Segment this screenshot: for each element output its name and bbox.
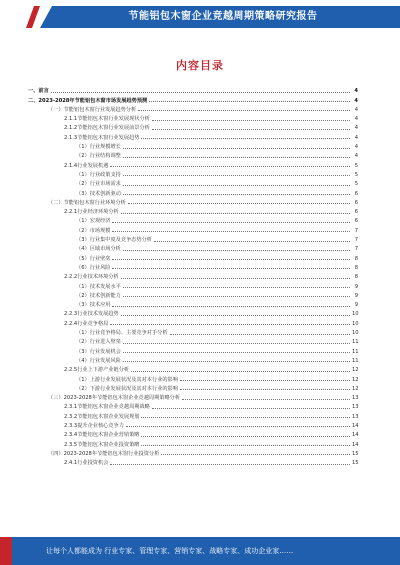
table-of-contents	[28, 85, 358, 466]
toc-entry-title: 行业政策支持	[89, 171, 121, 178]
toc-leader-dots	[112, 259, 350, 260]
toc-entry-title: 行业竞争格局	[77, 320, 109, 327]
toc-entry-title: 行业发展机会	[89, 348, 121, 355]
toc-entry-title: 行业集中度及竞争态势分析	[89, 237, 152, 244]
toc-entry-title: 行业发展风险	[89, 357, 121, 364]
toc-entry-title: 节能铝包木窗企业发展规划	[77, 413, 140, 420]
toc-entry-number: 2.1.1	[64, 116, 78, 123]
toc-entry[interactable]	[28, 383, 358, 392]
toc-entry[interactable]	[28, 104, 358, 113]
toc-leader-dots	[141, 138, 350, 139]
toc-page-number: 7	[354, 246, 358, 253]
toc-page-number: 11	[352, 339, 359, 346]
toc-heading: 内容目录	[176, 59, 224, 72]
toc-entry[interactable]	[28, 280, 358, 289]
toc-entry[interactable]	[28, 187, 358, 196]
toc-entry[interactable]	[28, 317, 358, 326]
toc-page-number: 5	[354, 171, 358, 178]
toc-page-number: 10	[352, 330, 359, 337]
toc-entry-number: （1）	[76, 376, 90, 383]
toc-entry-number: （1）	[76, 218, 90, 225]
toc-leader-dots	[123, 157, 350, 158]
toc-leader-dots	[126, 426, 350, 427]
toc-leader-dots	[123, 296, 350, 297]
footer-slogan: 让每个人都能成为 行业专家、管理专家、营销专家、战略专家、成功企业家……	[46, 547, 294, 555]
toc-entry-title: 行业结构调整	[89, 153, 121, 160]
toc-page-number: 14	[352, 422, 359, 429]
toc-page-number: 6	[354, 209, 358, 216]
toc-entry[interactable]	[28, 122, 358, 131]
toc-page-number: 12	[352, 376, 359, 383]
toc-entry-title: 技术发展水平	[89, 283, 121, 290]
toc-page-number: 4	[354, 106, 358, 113]
toc-entry-number: 2.2.4	[64, 320, 78, 327]
report-title: 节能铝包木窗企业竞越周期策略研究报告	[128, 11, 318, 22]
toc-leader-dots	[138, 110, 350, 111]
toc-entry-title: 行业经济环境分析	[77, 209, 119, 216]
toc-leader-dots	[123, 250, 350, 251]
toc-page-number: 4	[354, 144, 358, 151]
toc-page-number: 4	[354, 125, 358, 132]
toc-leader-dots	[110, 166, 350, 167]
toc-entry-number: （二）	[48, 199, 64, 206]
toc-entry[interactable]	[28, 178, 358, 187]
toc-entry-title: 节能铝包木窗企业投资策略	[77, 441, 140, 448]
toc-entry-title: 技术应用	[89, 302, 111, 309]
toc-leader-dots	[123, 352, 350, 353]
toc-entry-title: 节能铝包木窗企业竞越周期战略	[77, 404, 150, 411]
toc-leader-dots	[170, 334, 350, 335]
toc-entry[interactable]	[28, 327, 358, 336]
toc-entry-title: 节能铝包木窗企业营销策略	[77, 432, 140, 439]
toc-entry[interactable]	[28, 262, 358, 271]
toc-entry-title: 技术创新驱动	[89, 190, 121, 197]
toc-page-number: 4	[354, 134, 358, 141]
toc-page-number: 5	[354, 181, 358, 188]
toc-entry-number: （四）	[48, 450, 64, 457]
toc-entry-number: （1）	[76, 171, 90, 178]
toc-page-number: 13	[352, 413, 359, 420]
toc-entry-number: 一、	[28, 88, 39, 95]
toc-entry-number: （1）	[76, 283, 90, 290]
toc-entry-number: （3）	[76, 302, 90, 309]
toc-entry-number: （6）	[76, 264, 90, 271]
toc-leader-dots	[123, 148, 350, 149]
toc-entry-number: （5）	[76, 255, 90, 262]
footer-red-accent	[0, 537, 12, 565]
toc-leader-dots	[152, 120, 350, 121]
toc-entry[interactable]	[28, 224, 358, 233]
toc-entry-title: 下游行业发展状况及其对本行业的影响	[89, 385, 178, 392]
toc-entry[interactable]	[28, 345, 358, 354]
toc-entry[interactable]	[28, 290, 358, 299]
toc-page-number: 10	[352, 311, 359, 318]
toc-entry[interactable]	[28, 94, 358, 103]
toc-entry[interactable]	[28, 271, 358, 280]
toc-entry-title: 区域市场分析	[89, 246, 121, 253]
toc-entry[interactable]	[28, 457, 358, 466]
toc-leader-dots	[154, 241, 350, 242]
toc-entry[interactable]	[28, 169, 358, 178]
toc-page-number: 4	[354, 153, 358, 160]
toc-entry-number: （3）	[76, 348, 90, 355]
toc-leader-dots	[161, 454, 350, 455]
toc-leader-dots	[152, 129, 350, 130]
toc-page-number: 6	[354, 218, 358, 225]
toc-entry-number: （一）	[48, 106, 64, 113]
toc-page-number: 7	[354, 237, 358, 244]
toc-entry-number: 2.3.3	[64, 422, 78, 429]
toc-entry-title: 市场规模	[89, 227, 111, 234]
toc-entry[interactable]	[28, 401, 358, 410]
toc-page-number: 8	[354, 255, 358, 262]
toc-entry-number: （三）	[48, 395, 64, 402]
toc-entry-title: 节能铝包木窗行业环境分析	[63, 199, 126, 206]
toc-leader-dots	[123, 361, 350, 362]
toc-entry-title: 节能铝包木窗行业发展前景分析	[77, 125, 150, 132]
toc-leader-dots	[180, 389, 350, 390]
toc-entry-number: （2）	[76, 181, 90, 188]
toc-entry-number: 二、	[28, 97, 39, 104]
toc-leader-dots	[112, 268, 350, 269]
toc-page-number: 4	[354, 116, 358, 123]
toc-leader-dots	[51, 92, 350, 93]
toc-page-number: 5	[354, 162, 358, 169]
toc-entry-number: 2.3.5	[64, 441, 78, 448]
toc-entry-title: 节能铝包木窗行业发展趋势	[77, 134, 140, 141]
toc-entry-title: 行业技术发展趋势	[77, 311, 119, 318]
toc-leader-dots	[112, 222, 350, 223]
toc-page-number: 12	[352, 385, 359, 392]
toc-entry-number: 2.4.1	[64, 460, 78, 467]
toc-entry-title: 行业市场需求	[89, 181, 121, 188]
toc-page-number: 10	[352, 320, 359, 327]
toc-entry-number: （1）	[76, 144, 90, 151]
toc-entry[interactable]	[28, 448, 358, 457]
toc-page-number: 9	[354, 283, 358, 290]
toc-entry[interactable]	[28, 299, 358, 308]
toc-entry-title: 技术创新能力	[89, 292, 121, 299]
toc-entry-number: 2.2.1	[64, 209, 78, 216]
toc-page-number: 6	[354, 199, 358, 206]
toc-page-number: 15	[352, 460, 359, 467]
toc-entry-title: 行业上下游产业链分析	[77, 367, 130, 374]
toc-page-number: 4	[354, 88, 358, 95]
toc-entry-number: （2）	[76, 385, 90, 392]
toc-page-number: 13	[352, 395, 359, 402]
toc-page-number: 11	[352, 348, 359, 355]
toc-leader-dots	[123, 194, 350, 195]
toc-entry-number: （1）	[76, 330, 90, 337]
toc-entry-number: （3）	[76, 190, 90, 197]
toc-leader-dots	[121, 213, 350, 214]
toc-entry[interactable]	[28, 215, 358, 224]
toc-leader-dots	[141, 445, 350, 446]
toc-leader-dots	[152, 408, 350, 409]
toc-entry-number: 2.3.1	[64, 404, 78, 411]
toc-entry-title: 2023-2028年节能铝包木窗市场发展趋势预测	[38, 97, 148, 104]
toc-entry-number: （2）	[76, 227, 90, 234]
toc-entry-title: 行业技术环境分析	[77, 274, 119, 281]
toc-leader-dots	[128, 203, 350, 204]
toc-page-number: 15	[352, 450, 359, 457]
toc-entry-title: 行业竞争格局、主要竞争对手分析	[89, 330, 168, 337]
toc-entry[interactable]	[28, 197, 358, 206]
toc-page-number: 13	[352, 404, 359, 411]
toc-page-number: 8	[354, 274, 358, 281]
toc-leader-dots	[110, 324, 350, 325]
toc-entry-title: 行业壁垒	[89, 255, 111, 262]
toc-entry[interactable]	[28, 113, 358, 122]
toc-entry-title: 提升企业核心竞争力	[77, 422, 124, 429]
toc-entry[interactable]	[28, 206, 358, 215]
toc-leader-dots	[180, 380, 350, 381]
toc-page-number: 14	[352, 432, 359, 439]
toc-entry-title: 节能铝包木窗行业发展趋势分析	[63, 106, 137, 113]
toc-page-number: 6	[354, 190, 358, 197]
toc-entry-title: 前言	[38, 88, 49, 95]
toc-entry-title: 行业规模增长	[89, 144, 121, 151]
toc-leader-dots	[110, 464, 350, 465]
toc-entry[interactable]	[28, 234, 358, 243]
toc-entry[interactable]	[28, 392, 358, 401]
toc-page-number: 9	[354, 302, 358, 309]
toc-entry-number: （3）	[76, 237, 90, 244]
toc-entry-title: 宏观经济	[89, 218, 111, 225]
toc-entry[interactable]	[28, 159, 358, 168]
toc-leader-dots	[123, 287, 350, 288]
toc-leader-dots	[121, 278, 350, 279]
toc-entry[interactable]	[28, 131, 358, 140]
toc-entry-number: （2）	[76, 153, 90, 160]
toc-entry-number: 2.2.5	[64, 367, 78, 374]
toc-leader-dots	[141, 417, 350, 418]
toc-entry[interactable]	[28, 308, 358, 317]
toc-entry[interactable]	[28, 438, 358, 447]
toc-leader-dots	[141, 436, 350, 437]
toc-entry-title: 节能铝包木窗行业发展现状分析	[77, 116, 150, 123]
toc-page-number: 11	[352, 357, 359, 364]
toc-leader-dots	[121, 315, 350, 316]
toc-entry-title: 2023-2028年节能铝包木窗企业竞越周期策略分析	[63, 395, 181, 402]
toc-leader-dots	[149, 101, 350, 102]
toc-entry-number: （2）	[76, 292, 90, 299]
toc-entry-title: 行业风险	[89, 264, 111, 271]
toc-entry[interactable]	[28, 85, 358, 94]
toc-entry-number: 2.1.4	[64, 162, 78, 169]
toc-page-number: 7	[354, 227, 358, 234]
toc-entry[interactable]	[28, 364, 358, 373]
toc-entry-number: 2.3.4	[64, 432, 78, 439]
toc-entry-number: 2.2.3	[64, 311, 78, 318]
toc-leader-dots	[123, 175, 350, 176]
toc-leader-dots	[112, 231, 350, 232]
toc-entry-title: 行业投资机会	[77, 460, 109, 467]
toc-entry[interactable]	[28, 252, 358, 261]
toc-page-number: 4	[354, 97, 358, 104]
toc-page-number: 12	[352, 367, 359, 374]
toc-leader-dots	[182, 399, 350, 400]
toc-entry-title: 2023-2028年节能铝包木窗行业投资分析	[63, 450, 160, 457]
toc-entry[interactable]	[28, 150, 358, 159]
toc-page-number: 8	[354, 264, 358, 271]
toc-entry-number: （4）	[76, 357, 90, 364]
toc-leader-dots	[123, 185, 350, 186]
toc-entry-title: 上游行业发展状况及其对本行业的影响	[89, 376, 178, 383]
toc-entry-number: 2.1.2	[64, 125, 78, 132]
toc-entry[interactable]	[28, 243, 358, 252]
toc-leader-dots	[112, 306, 350, 307]
toc-entry[interactable]	[28, 355, 358, 364]
toc-entry-title: 行业发展机遇	[77, 162, 109, 169]
toc-entry[interactable]	[28, 429, 358, 438]
toc-leader-dots	[123, 343, 350, 344]
toc-entry[interactable]	[28, 373, 358, 382]
toc-entry[interactable]	[28, 141, 358, 150]
toc-entry-number: （2）	[76, 339, 90, 346]
toc-page-number: 9	[354, 292, 358, 299]
toc-entry-number: （4）	[76, 246, 90, 253]
toc-entry-number: 2.2.2	[64, 274, 78, 281]
toc-entry-number: 2.1.3	[64, 134, 78, 141]
toc-leader-dots	[131, 371, 350, 372]
toc-entry[interactable]	[28, 410, 358, 419]
toc-entry-title: 行业进入壁垒	[89, 339, 121, 346]
toc-entry[interactable]	[28, 336, 358, 345]
toc-entry-number: 2.3.2	[64, 413, 78, 420]
toc-entry[interactable]	[28, 420, 358, 429]
toc-page-number: 14	[352, 441, 359, 448]
